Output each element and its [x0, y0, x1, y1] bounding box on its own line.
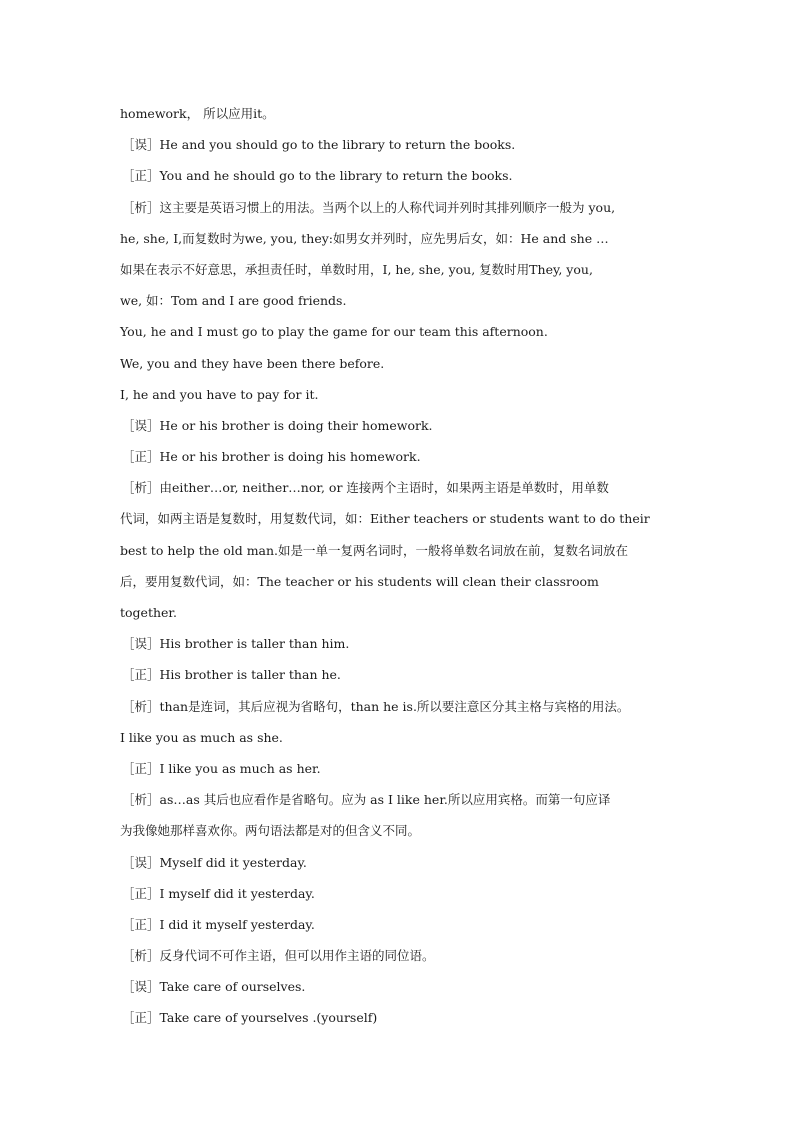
text-line: 后，要用复数代词，如：The teacher or his students will clean their classroom: [120, 573, 599, 589]
text-line: ［正］His brother is taller than he.: [122, 667, 341, 683]
text-line: ［误］Myself did it yesterday.: [122, 854, 307, 870]
text-line: I, he and you have to pay for it.: [120, 386, 319, 402]
text-line: You, he and I must go to play the game for our team this afternoon.: [120, 324, 548, 340]
text-line: homework， 所以应用it。: [120, 106, 275, 121]
text-line: We, you and they have been there before.: [120, 355, 385, 371]
text-line: ［误］He and you should go to the library to return the books.: [122, 137, 516, 153]
text-line: best to help the old man.如是一单一复两名词时，一般将单数名词放在前，复数名词放在: [120, 542, 629, 558]
text-line: ［正］I like you as much as her.: [122, 760, 321, 776]
text-line: ［误］Take care of ourselves.: [122, 979, 306, 995]
text-line: 代词，如两主语是复数时，用复数代词，如：Either teachers or students want to do their: [120, 511, 650, 527]
text-line: 为我像她那样喜欢你。两句语法都是对的但含义不同。: [120, 823, 421, 839]
text-line: he, she, I,而复数时为we, you, they:如男女并列时，应先男后女，如：He and she …: [120, 230, 609, 246]
text-line: ［误］He or his brother is doing their homework.: [122, 417, 433, 433]
text-line: ［正］Take care of yourselves .(yourself): [122, 1010, 378, 1026]
text-line: ［正］You and he should go to the library to return the books.: [122, 168, 513, 184]
text-line: ［析］反身代词不可作主语，但可以用作主语的同位语。: [122, 948, 435, 964]
text-line: 如果在表示不好意思，承担责任时，单数时用，I, he, she, you, 复数时用They, you,: [120, 261, 593, 277]
text-line: ［正］I did it myself yesterday.: [122, 916, 315, 932]
text-line: ［误］His brother is taller than him.: [122, 636, 350, 652]
text-line: together.: [120, 605, 177, 620]
text-line: ［析］as…as 其后也应看作是省略句。应为 as I like her.所以应用宾格。而第一句应译: [122, 792, 611, 808]
text-line: I like you as much as she.: [120, 729, 283, 745]
text-line: ［正］I myself did it yesterday.: [122, 885, 315, 901]
document-body: [120, 102, 710, 1038]
text-line: ［析］这主要是英语习惯上的用法。当两个以上的人称代词并列时其排列顺序一般为 you,: [122, 199, 616, 215]
text-line: we, 如：Tom and I are good friends.: [120, 293, 347, 309]
text-line: ［析］than是连词，其后应视为省略句，than he is.所以要注意区分其主格与宾格的用法。: [122, 698, 630, 714]
text-line: ［正］He or his brother is doing his homework.: [122, 449, 421, 465]
text-line: ［析］由either…or, neither…nor, or 连接两个主语时，如果两主语是单数时，用单数: [122, 480, 609, 496]
